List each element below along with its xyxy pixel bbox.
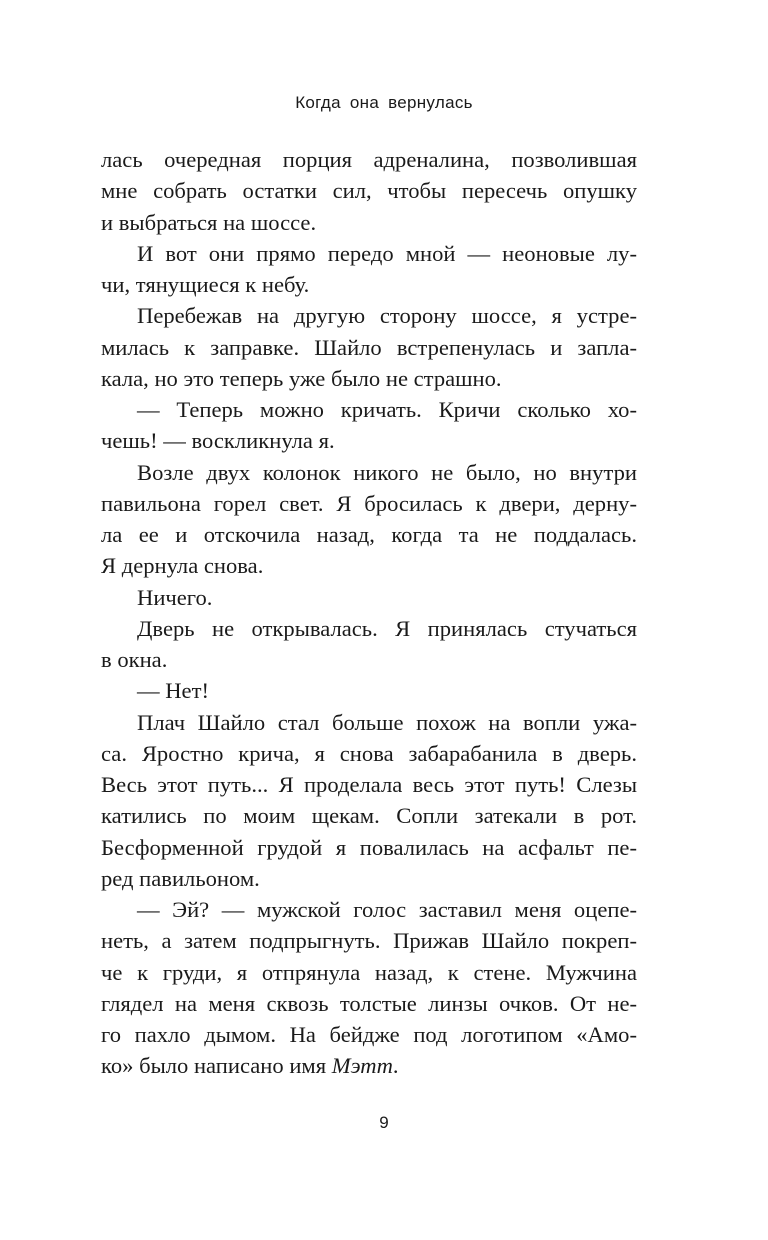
text-line: — Эй? — мужской голос заставил меня оцепе- [137, 897, 637, 922]
text-line: в окна. [101, 647, 168, 672]
paragraph [101, 238, 637, 301]
text-line-final [101, 1050, 637, 1081]
text-line: Плач Шайло стал больше похож на вопли ужа- [137, 709, 637, 735]
text-line: ред павильоном. [101, 865, 260, 891]
text-line: павильона горел свет. Я бросилась к двери, дерну- [101, 490, 637, 516]
text-line: — Нет! [137, 678, 209, 704]
page-number: 9 [379, 1113, 389, 1132]
text-line: ла ее и отскочила назад, когда та не поддалась. [101, 522, 637, 547]
running-head: Когда она вернулась [295, 93, 473, 112]
dialogue-paragraph [101, 394, 637, 457]
dialogue-paragraph [101, 894, 637, 1082]
character-name-italic: Мэтт [331, 1053, 393, 1079]
text-line: — Теперь можно кричать. Кричи сколько хо- [137, 397, 637, 422]
text-line: глядел на меня сквозь толстые линзы очков. От не- [101, 990, 637, 1016]
text-span: ко» было написано имя [101, 1053, 332, 1079]
text-line: Перебежав на другую сторону шоссе, я устре- [137, 303, 637, 329]
text-line: лась очередная порция адреналина, позволившая [101, 147, 637, 172]
text-line: чешь! — воскликнула я. [101, 428, 335, 454]
page-body [101, 144, 637, 1082]
text-line: го пахло дымом. На бейдже под логотипом «Амо- [101, 1022, 637, 1047]
text-line: Дверь не открывалась. Я принялась стучаться [137, 615, 637, 641]
paragraph [101, 613, 637, 676]
paragraph [101, 144, 637, 238]
text-line: Ничего. [137, 584, 213, 610]
text-line: Возле двух колонок никого не было, но внутри [137, 459, 637, 485]
paragraph [101, 707, 637, 895]
text-line: Весь этот путь... Я проделала весь этот путь! Слезы [101, 772, 637, 797]
text-line: мне собрать остатки сил, чтобы пересечь опушку [101, 178, 637, 204]
text-line: кала, но это теперь уже было не страшно. [101, 365, 502, 391]
text-line: милась к заправке. Шайло встрепенулась и запла- [101, 334, 637, 360]
text-line: чи, тянущиеся к небу. [101, 272, 310, 297]
text-span: . [392, 1053, 399, 1079]
dialogue-paragraph [101, 675, 637, 706]
text-line: неть, а затем подпрыгнуть. Прижав Шайло покреп- [101, 928, 637, 954]
paragraph [101, 582, 637, 613]
text-line: Бесформенной грудой я повалилась на асфальт пе- [101, 834, 637, 860]
paragraph [101, 457, 637, 582]
text-line: И вот они прямо передо мной — неоновые лу- [137, 240, 637, 266]
paragraph [101, 300, 637, 394]
text-line: и выбраться на шоссе. [101, 209, 317, 235]
text-line: Я дернула снова. [101, 553, 264, 579]
text-line: са. Яростно крича, я снова забарабанила в дверь. [101, 740, 637, 766]
text-line: катились по моим щекам. Сопли затекали в рот. [101, 803, 637, 829]
text-line: че к груди, я отпрянула назад, к стене. Мужчина [101, 959, 637, 985]
